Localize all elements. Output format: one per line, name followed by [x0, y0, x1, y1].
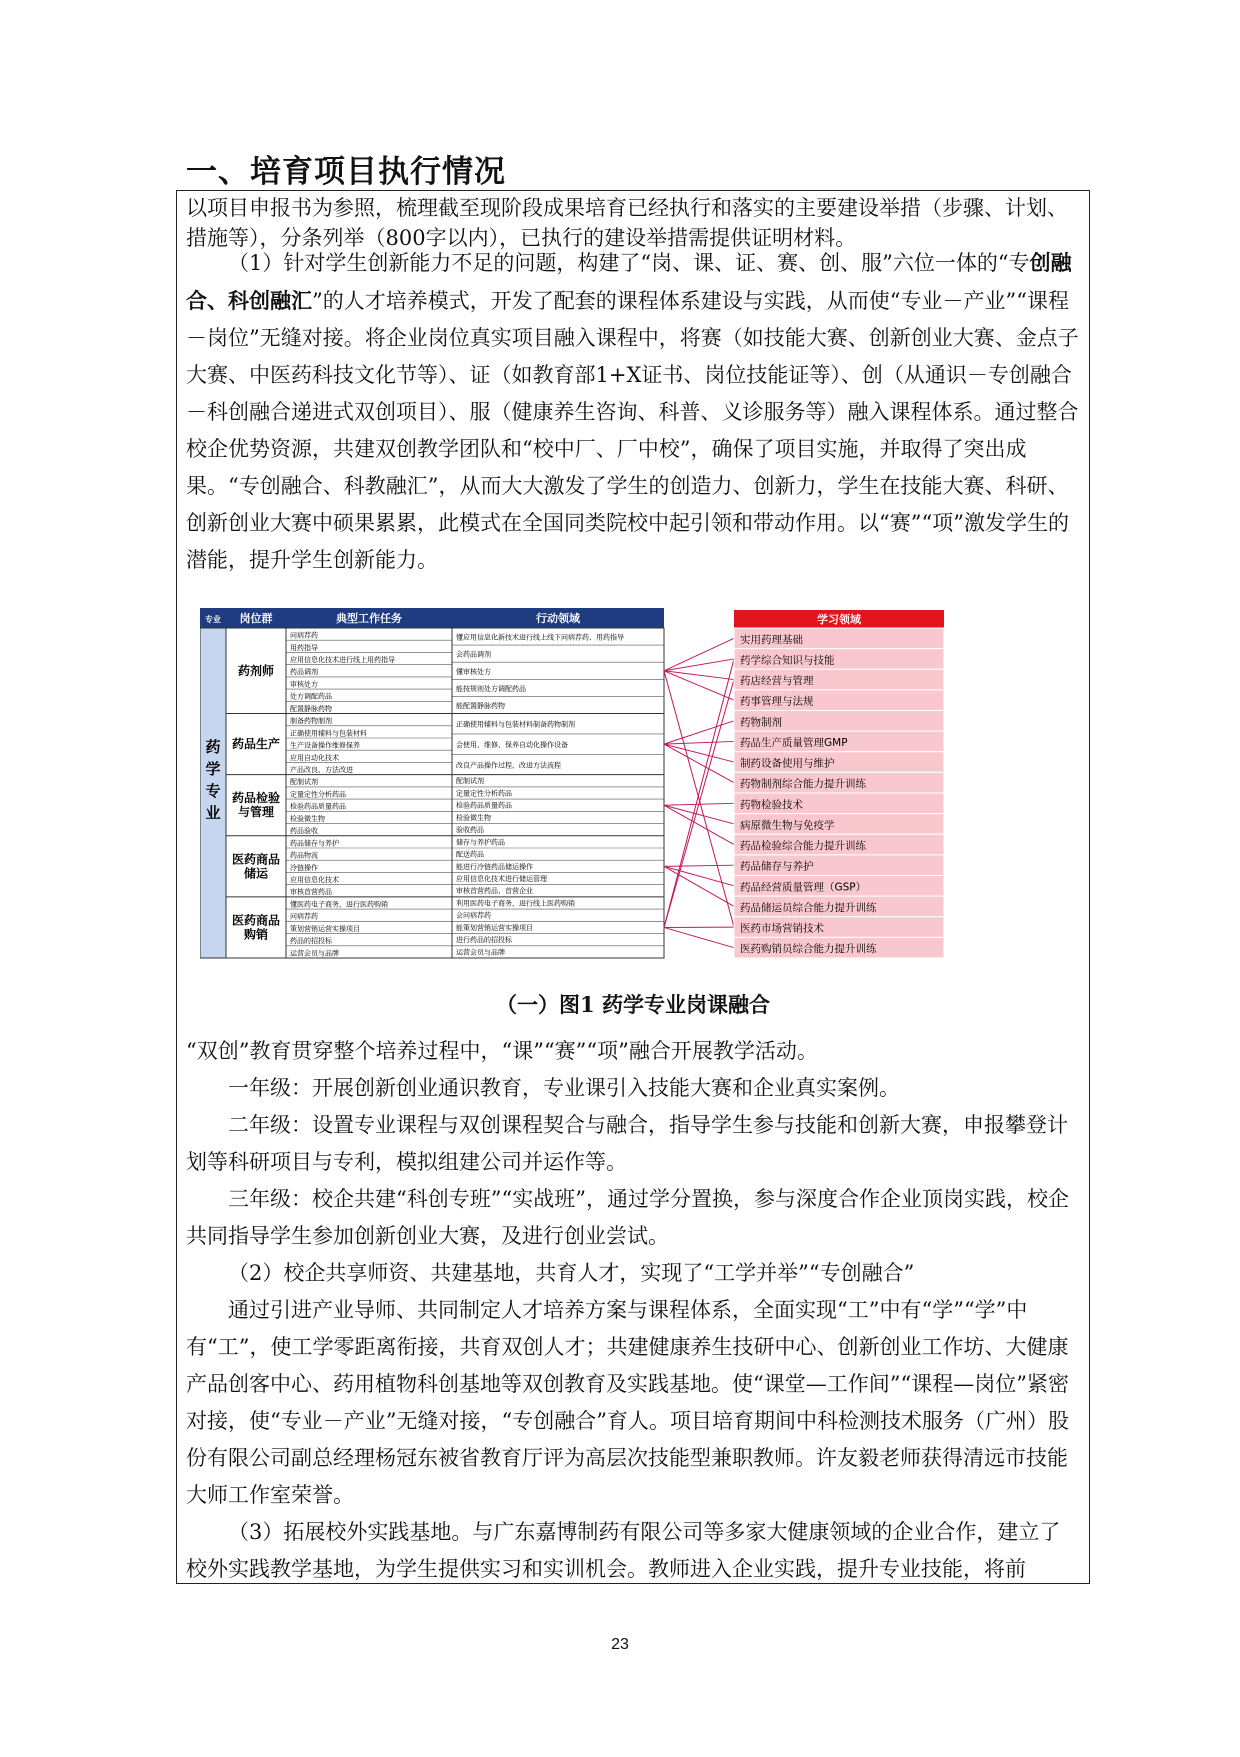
header-tasks: 典型工作任务 [336, 612, 402, 625]
action-cell: 验收药品 [456, 826, 484, 835]
mapping-line [664, 659, 734, 671]
task-cell: 运营会员与品牌 [290, 949, 339, 958]
figure-table [200, 608, 664, 958]
learning-field: 药品检验综合能力提升训练 [740, 840, 866, 853]
paragraph-2: “双创”教育贯穿整个培养过程中，“课”“赛”“项”融合开展教学活动。 [186, 1039, 818, 1063]
paragraph-year-2: 二年级：设置专业课程与双创课程契合与融合，指导学生参与技能和创新大赛，申报攀登计划等科研项目与专利，模拟组建公司并运作等。 [186, 1113, 1068, 1174]
task-cell: 应用信息化技术 [290, 875, 339, 884]
task-cell: 生产设备操作维修保养 [290, 741, 360, 750]
mapping-line [664, 865, 734, 866]
header-learning: 学习领域 [817, 613, 861, 626]
action-cell: 审核首营药品、首营企业 [456, 887, 533, 896]
paragraph-year-3: 三年级：校企共建“科创专班”“实战班”，通过学分置换，参与深度合作企业顶岗实践，校企共同指导学生参加创新创业大赛，及进行创业尝试。 [186, 1187, 1069, 1248]
post-group-name: 医药商品 [231, 852, 281, 867]
post-group-name: 医药商品 [231, 913, 281, 928]
task-cell: 药品物流 [290, 851, 318, 860]
action-cell: 懂审核处方 [456, 667, 491, 676]
task-cell: 药品的招投标 [290, 937, 332, 946]
task-cell: 药品验收 [290, 827, 318, 836]
learning-field: 药品生产质量管理GMP [740, 736, 848, 749]
task-cell: 冷链操作 [290, 863, 318, 872]
post-group-name: 购销 [243, 927, 269, 942]
figure-links [664, 638, 734, 947]
learning-field: 药店经营与管理 [740, 675, 814, 688]
mapping-line [664, 927, 734, 947]
header-major: 专业 [205, 615, 221, 624]
learning-field: 病原微生物与免疫学 [740, 819, 835, 832]
task-cell: 处方调配药品 [290, 692, 332, 701]
action-cell: 配制试剂 [456, 777, 484, 786]
action-cell: 能进行冷链药品储运操作 [456, 862, 533, 871]
mapping-line [664, 744, 734, 783]
learning-field: 药品储存与养护 [740, 860, 814, 873]
action-cell: 应用信息化技术进行储运管理 [456, 875, 547, 883]
paragraph-heading-3: （3）拓展校外实践基地。与广东嘉博制药有限公司等多家大健康领域的企业合作，建立了校外实践教学基地，为学生提供实习和实训机会。教师进入企业实践，提升专业技能，将前 [186, 1520, 1061, 1581]
mapping-line [664, 638, 734, 670]
learning-field: 医药市场营销技术 [740, 922, 824, 935]
task-cell: 用药指导 [290, 643, 318, 652]
action-cell: 进行药品的招投标 [456, 936, 512, 945]
task-cell: 检验药品质量药品 [290, 802, 346, 811]
task-cell: 检验微生物 [290, 814, 325, 823]
learning-field: 医药购销员综合能力提升训练 [740, 943, 877, 956]
task-cell: 问病荐药 [290, 631, 318, 640]
learning-field: 制药设备使用与维护 [740, 757, 835, 770]
action-cell: 能按规则处方调配药品 [456, 684, 526, 693]
action-cell: 能策划营销运营实操项目 [456, 923, 533, 932]
action-cell: 运营会员与品牌 [456, 948, 505, 957]
task-cell: 制备药物制剂 [290, 717, 332, 726]
section-title: 一、培育项目执行情况 [186, 154, 506, 190]
paragraph-1-body [186, 244, 1080, 579]
mapping-line [664, 866, 734, 885]
page-number: 23 [611, 1636, 629, 1653]
learning-field: 药品经营质量管理（GSP） [740, 881, 867, 894]
figure-learning-fields [734, 610, 944, 958]
major-label-char: 学 [205, 760, 221, 778]
figure-caption: （一）图1 药学专业岗课融合 [496, 992, 770, 1017]
learning-field: 药学综合知识与技能 [740, 654, 835, 667]
paragraph-1-bold: 创融合、科创融汇 [186, 250, 1072, 313]
learning-field: 药物制剂综合能力提升训练 [740, 778, 866, 791]
post-group-name: 药剂师 [237, 663, 275, 678]
task-cell: 药品储存与养护 [290, 839, 339, 848]
paragraph-heading-2: （2）校企共享师资、共建基地，共育人才，实现了“工学并举”“专创融合” [228, 1261, 915, 1285]
learning-field: 药事管理与法规 [740, 695, 814, 708]
action-cell: 会问病荐药 [456, 911, 491, 920]
action-cell: 定量定性分析药品 [456, 789, 512, 798]
mapping-line [664, 805, 734, 824]
learning-field: 药品储运员综合能力提升训练 [740, 901, 877, 914]
task-cell: 策划营销运营实操项目 [290, 924, 360, 933]
task-cell: 懂医药电子商务，进行医药购销 [290, 900, 388, 909]
paragraphs-2 [186, 1033, 1080, 1588]
mapping-line [664, 741, 734, 744]
action-cell: 检验微生物 [456, 813, 491, 822]
paragraph-year-1: 一年级：开展创新创业通识教育，专业课引入技能大赛和企业真实案例。 [228, 1076, 900, 1100]
action-cell: 改良产品操作过程，改进方法流程 [456, 761, 561, 770]
paragraph-1 [186, 244, 1080, 579]
task-cell: 审核首营药品 [290, 888, 332, 897]
learning-field: 药物制剂 [740, 716, 782, 729]
task-cell: 配制试剂 [290, 778, 318, 787]
post-group-name: 储运 [243, 866, 269, 881]
action-cell: 检验药品质量药品 [456, 801, 512, 810]
action-cell: 会使用、维修、保养自动化操作设备 [456, 741, 568, 750]
mapping-line [664, 721, 734, 744]
task-cell: 定量定性分析药品 [290, 790, 346, 799]
action-cell: 正确使用辅料与包装材料制备药物制剂 [456, 720, 575, 729]
mapping-line [664, 744, 734, 762]
paragraph-7: 通过引进产业导师、共同制定人才培养方案与课程体系，全面实现“工”中有“学”“学”中有“工”，使工学零距离衔接，共育双创人才；共建健康养生技研中心、创新创业工作坊、大健康产品创客中心、药用植物科创基地等双创教育及实践基地。使“课堂—工作间”“课程—岗位”紧密对接，使“专业－产业”无缝对接，“专创融合”育人。项目培育期间中科检测技术服务（广州）股份有限公司副总经理杨冠东被省教育厅评为高层次技能型兼职教师。许友毅老师获得清远市技能大师工作室荣誉。 [186, 1298, 1069, 1507]
task-cell: 应用自动化技术 [290, 753, 339, 762]
action-cell: 配送药品 [456, 850, 484, 859]
action-cell: 能配置静脉药物 [456, 702, 505, 710]
post-group-name: 药品生产 [231, 737, 281, 752]
learning-field: 实用药理基础 [740, 633, 803, 646]
intro-instruction: 以项目申报书为参照，梳理截至现阶段成果培育已经执行和落实的主要建设举措（步骤、计划、措施等），分条列举（800字以内），已执行的建设举措需提供证明材料。 [186, 196, 1068, 250]
action-cell: 懂应用信息化新技术进行线上线下问病荐药、用药指导 [456, 633, 624, 642]
action-cell: 利用医药电子商务，进行线上医药购销 [456, 899, 575, 908]
task-cell: 审核处方 [290, 680, 318, 689]
major-label-char: 业 [205, 804, 221, 822]
paragraph-1-part-b: ”的人才培养模式，开发了配套的课程体系建设与实践，从而使“专业－产业”“课程－岗位”无缝对接。将企业岗位真实项目融入课程中，将赛（如技能大赛、创新创业大赛、金点子大赛、中医药科技文化节等）、证（如教育部1+X证书、岗位技能证等）、创（从通识－专创融合－科创融合递进式双创项目）、服（健康养生咨询、科普、义诊服务等）融入课程体系。通过整合校企优势资源，共建双创教学团队和“校中厂、厂中校”，确保了项目实施，并取得了突出成果。“专创融合、科教融汇”，从而大大激发了学生的创造力、创新力，学生在技能大赛、科研、创新创业大赛中硕果累累，此模式在全国同类院校中起引领和带动作用。以“赛”“项”激发学生的潜能，提升学生创新能力。 [186, 289, 1079, 572]
task-cell: 药品调剂 [290, 668, 318, 677]
task-cell: 问病荐药 [290, 912, 318, 921]
major-label-char: 药 [205, 738, 221, 756]
learning-field: 药物检验技术 [740, 798, 803, 811]
post-group-name: 药品检验 [231, 791, 281, 806]
task-cell: 配置静脉药物 [290, 704, 332, 713]
header-action: 行动领域 [536, 612, 580, 625]
task-cell: 正确使用辅料与包装材料 [290, 729, 367, 738]
header-post-group: 岗位群 [239, 612, 273, 625]
task-cell: 应用信息化技术进行线上用药指导 [290, 655, 395, 664]
major-label-char: 专 [205, 782, 221, 800]
mapping-line [664, 805, 734, 844]
post-group-name: 与管理 [237, 805, 275, 820]
action-cell: 储存与养护药品 [456, 838, 505, 847]
task-cell: 产品改良、方法改进 [290, 765, 353, 774]
paragraph-1-part-a: （1）针对学生创新能力不足的问题，构建了“岗、课、证、赛、创、服”六位一体的“专 [228, 251, 1030, 275]
action-cell: 会药品调剂 [456, 650, 491, 659]
figure-post-course-integration [200, 600, 1080, 970]
